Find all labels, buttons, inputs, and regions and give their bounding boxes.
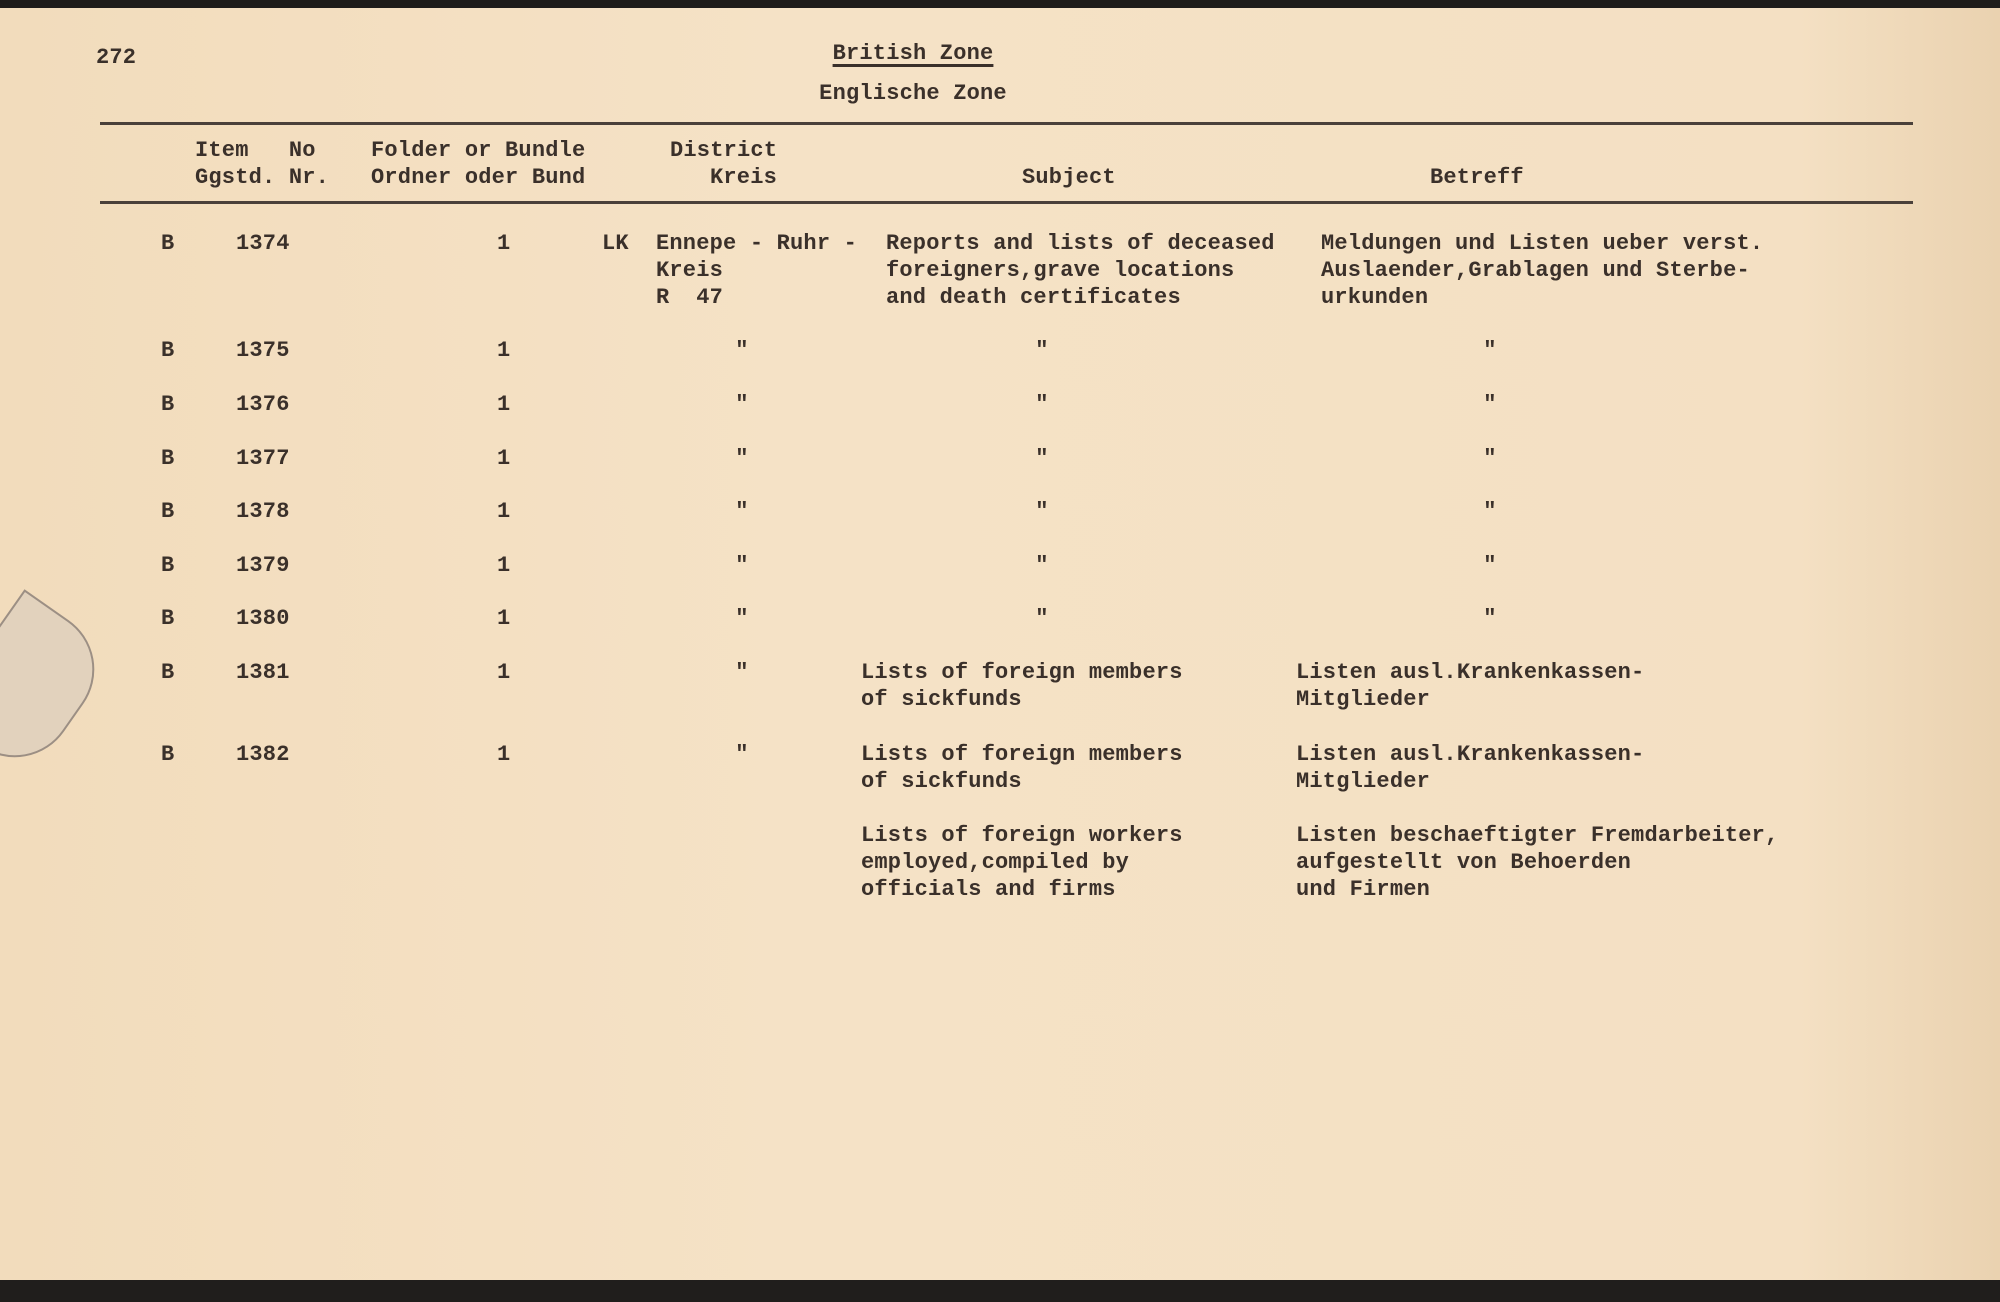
row-district: "	[735, 338, 749, 363]
row-district: "	[735, 742, 749, 767]
row-item: B	[161, 499, 175, 524]
row-folder: 1	[497, 338, 511, 363]
row-folder: 1	[497, 660, 511, 685]
row-item: B	[161, 231, 175, 256]
row-no: 1380	[236, 606, 290, 631]
row-betreff: "	[1483, 606, 1497, 631]
page-subtitle: Englische Zone	[819, 81, 1007, 106]
row-folder: 1	[497, 553, 511, 578]
row-district: "	[735, 606, 749, 631]
row-district: "	[735, 499, 749, 524]
header-rule-bottom	[100, 201, 1913, 204]
row-subject: Lists of foreign members of sickfunds	[861, 660, 1183, 712]
row-folder: 1	[497, 446, 511, 471]
row-no: 1375	[236, 338, 290, 363]
row-folder: 1	[497, 499, 511, 524]
row-betreff: "	[1483, 553, 1497, 578]
row-folder: 1	[497, 231, 511, 256]
row-folder: 1	[497, 606, 511, 631]
row-folder: 1	[497, 742, 511, 767]
header-item-en: Item No	[195, 138, 316, 163]
extra-betreff: Listen beschaeftigter Fremdarbeiter, aufgestellt von Behoerden und Firmen	[1296, 823, 1779, 902]
row-subject: Lists of foreign members of sickfunds	[861, 742, 1183, 794]
row-subject: "	[1035, 499, 1049, 524]
header-betreff: Betreff	[1430, 165, 1524, 190]
row-subject: "	[1035, 446, 1049, 471]
row-subject: Reports and lists of deceased foreigners,grave locations and death certificates	[886, 231, 1275, 310]
page-clip	[0, 589, 118, 781]
row-item: B	[161, 338, 175, 363]
row-subject: "	[1035, 392, 1049, 417]
extra-subject: Lists of foreign workers employed,compiled by officials and firms	[861, 823, 1183, 902]
row-folder: 1	[497, 392, 511, 417]
row-district: "	[735, 660, 749, 685]
row-district: "	[735, 553, 749, 578]
row-subject: "	[1035, 338, 1049, 363]
row-subject: "	[1035, 606, 1049, 631]
header-item-de: Ggstd. Nr.	[195, 165, 330, 190]
row-betreff: Listen ausl.Krankenkassen- Mitglieder	[1296, 742, 1645, 794]
row-item: B	[161, 553, 175, 578]
row-district-prefix: LK	[602, 231, 629, 256]
row-no: 1376	[236, 392, 290, 417]
row-district: Ennepe - Ruhr - Kreis R 47	[656, 231, 858, 310]
header-subject: Subject	[1022, 165, 1116, 190]
scan-border	[0, 1280, 2000, 1302]
header-rule-top	[100, 122, 1913, 125]
row-item: B	[161, 742, 175, 767]
row-no: 1378	[236, 499, 290, 524]
header-folder-en: Folder or Bundle	[371, 138, 586, 163]
row-item: B	[161, 606, 175, 631]
row-betreff: "	[1483, 499, 1497, 524]
row-subject: "	[1035, 553, 1049, 578]
row-betreff: "	[1483, 338, 1497, 363]
row-no: 1379	[236, 553, 290, 578]
header-district-en: District	[670, 138, 778, 163]
header-folder-de: Ordner oder Bund	[371, 165, 586, 190]
row-betreff: Listen ausl.Krankenkassen- Mitglieder	[1296, 660, 1645, 712]
page-title: British Zone	[832, 41, 994, 66]
row-betreff: Meldungen und Listen ueber verst. Auslaender,Grablagen und Sterbe- urkunden	[1321, 231, 1764, 310]
row-betreff: "	[1483, 392, 1497, 417]
row-no: 1381	[236, 660, 290, 685]
row-betreff: "	[1483, 446, 1497, 471]
row-district: "	[735, 446, 749, 471]
header-district-de: Kreis	[710, 165, 778, 190]
row-item: B	[161, 392, 175, 417]
row-no: 1382	[236, 742, 290, 767]
page-number: 272	[96, 45, 137, 70]
row-item: B	[161, 660, 175, 685]
row-no: 1377	[236, 446, 290, 471]
row-no: 1374	[236, 231, 290, 256]
row-district: "	[735, 392, 749, 417]
row-item: B	[161, 446, 175, 471]
document-page	[0, 8, 2000, 1280]
